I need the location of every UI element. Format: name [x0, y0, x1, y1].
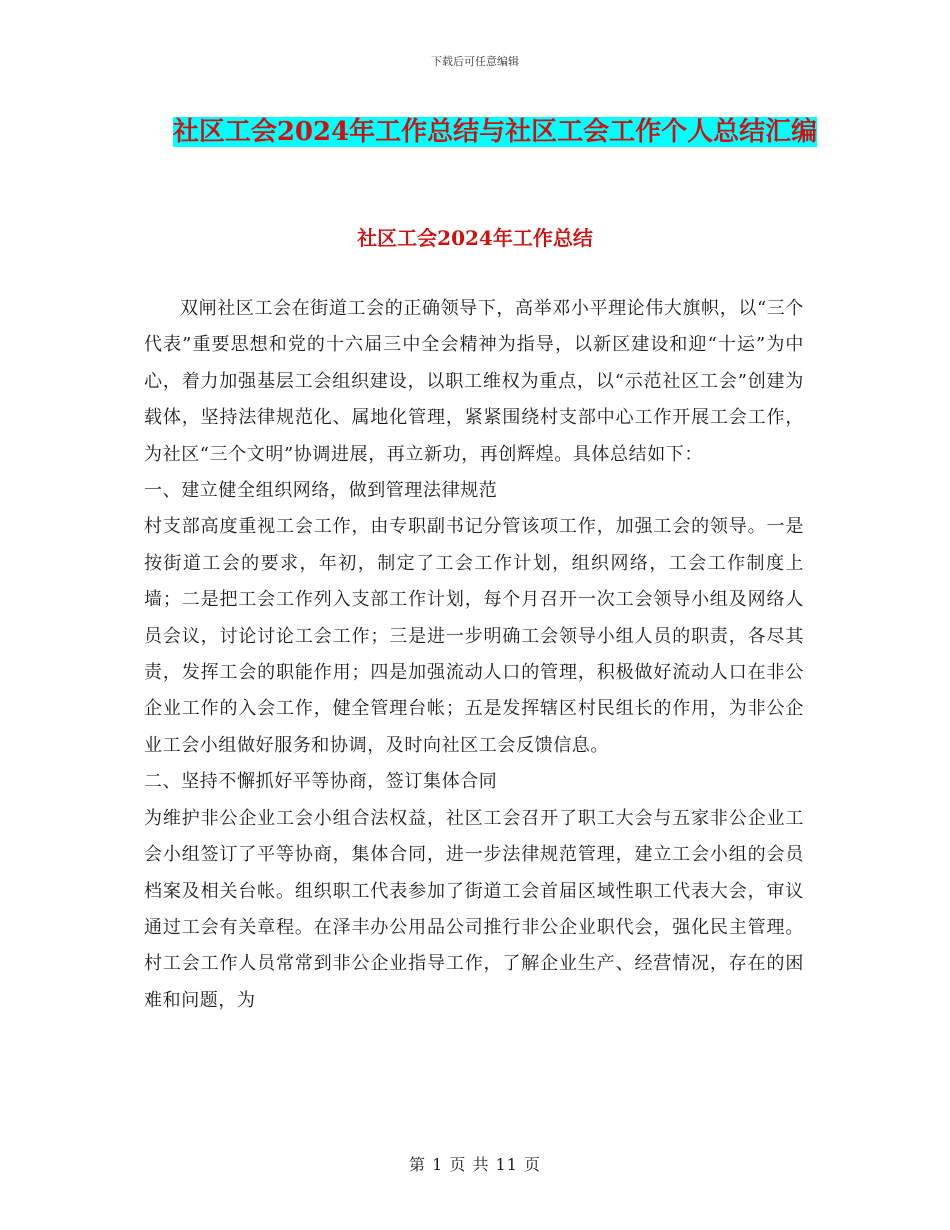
main-title-text: 社区工会2024年工作总结与社区工会工作个人总结汇编 [172, 117, 818, 147]
paragraph-2: 为维护非公企业工会小组合法权益，社区工会召开了职工大会与五家非公企业工会小组签订了平等协商，集体合同，进一步法律规范管理，建立工会小组的会员档案及相关台帐。组织职工代表参加了街道工会首届区域性职工代表大会，审议通过工会有关章程。在泽丰办公用品公司推行非公企业职代会，强化民主管理。村工会工作人员常常到非公企业指导工作，了解企业生产、经营情况，存在的困难和问题，为 [144, 807, 804, 1011]
section-heading-2: 二、坚持不懈抓好平等协商，签订集体合同 [144, 771, 498, 793]
page-number: 第 1 页 共 11 页 [409, 1155, 541, 1174]
paragraph-1: 村支部高度重视工会工作，由专职副书记分管该项工作，加强工会的领导。一是按街道工会的要求，年初，制定了工会工作计划，组织网络，工会工作制度上墙；二是把工会工作列入支部工作计划，每个月召开一次工会领导小组及网络人员会议，讨论讨论工会工作；三是进一步明确工会领导小组人员的职责，各尽其责，发挥工会的职能作用；四是加强流动人口的管理，积极做好流动人口在非公企业工作的入会工作，健全管理台帐；五是发挥辖区村民组长的作用，为非公企业工会小组做好服务和协调，及时向社区工会反馈信息。 [144, 516, 804, 756]
paragraph-intro: 双闸社区工会在街道工会的正确领导下，高举邓小平理论伟大旗帜，以“三个代表”重要思想和党的十六届三中全会精神为指导，以新区建设和迎“十运”为中心，着力加强基层工会组织建设，以职工维权为重点，以“示范社区工会”创建为载体，坚持法律规范化、属地化管理，紧紧围绕村支部中心工作开展工会工作，为社区“三个文明”协调进展，再立新功，再创辉煌。具体总结如下： [144, 298, 804, 465]
section-heading-1: 一、建立健全组织网络，做到管理法律规范 [144, 480, 498, 502]
header-note: 下载后可任意编辑 [431, 55, 519, 68]
main-title [145, 110, 845, 154]
document-body [144, 291, 804, 1019]
section-title: 社区工会2024年工作总结 [357, 226, 593, 250]
